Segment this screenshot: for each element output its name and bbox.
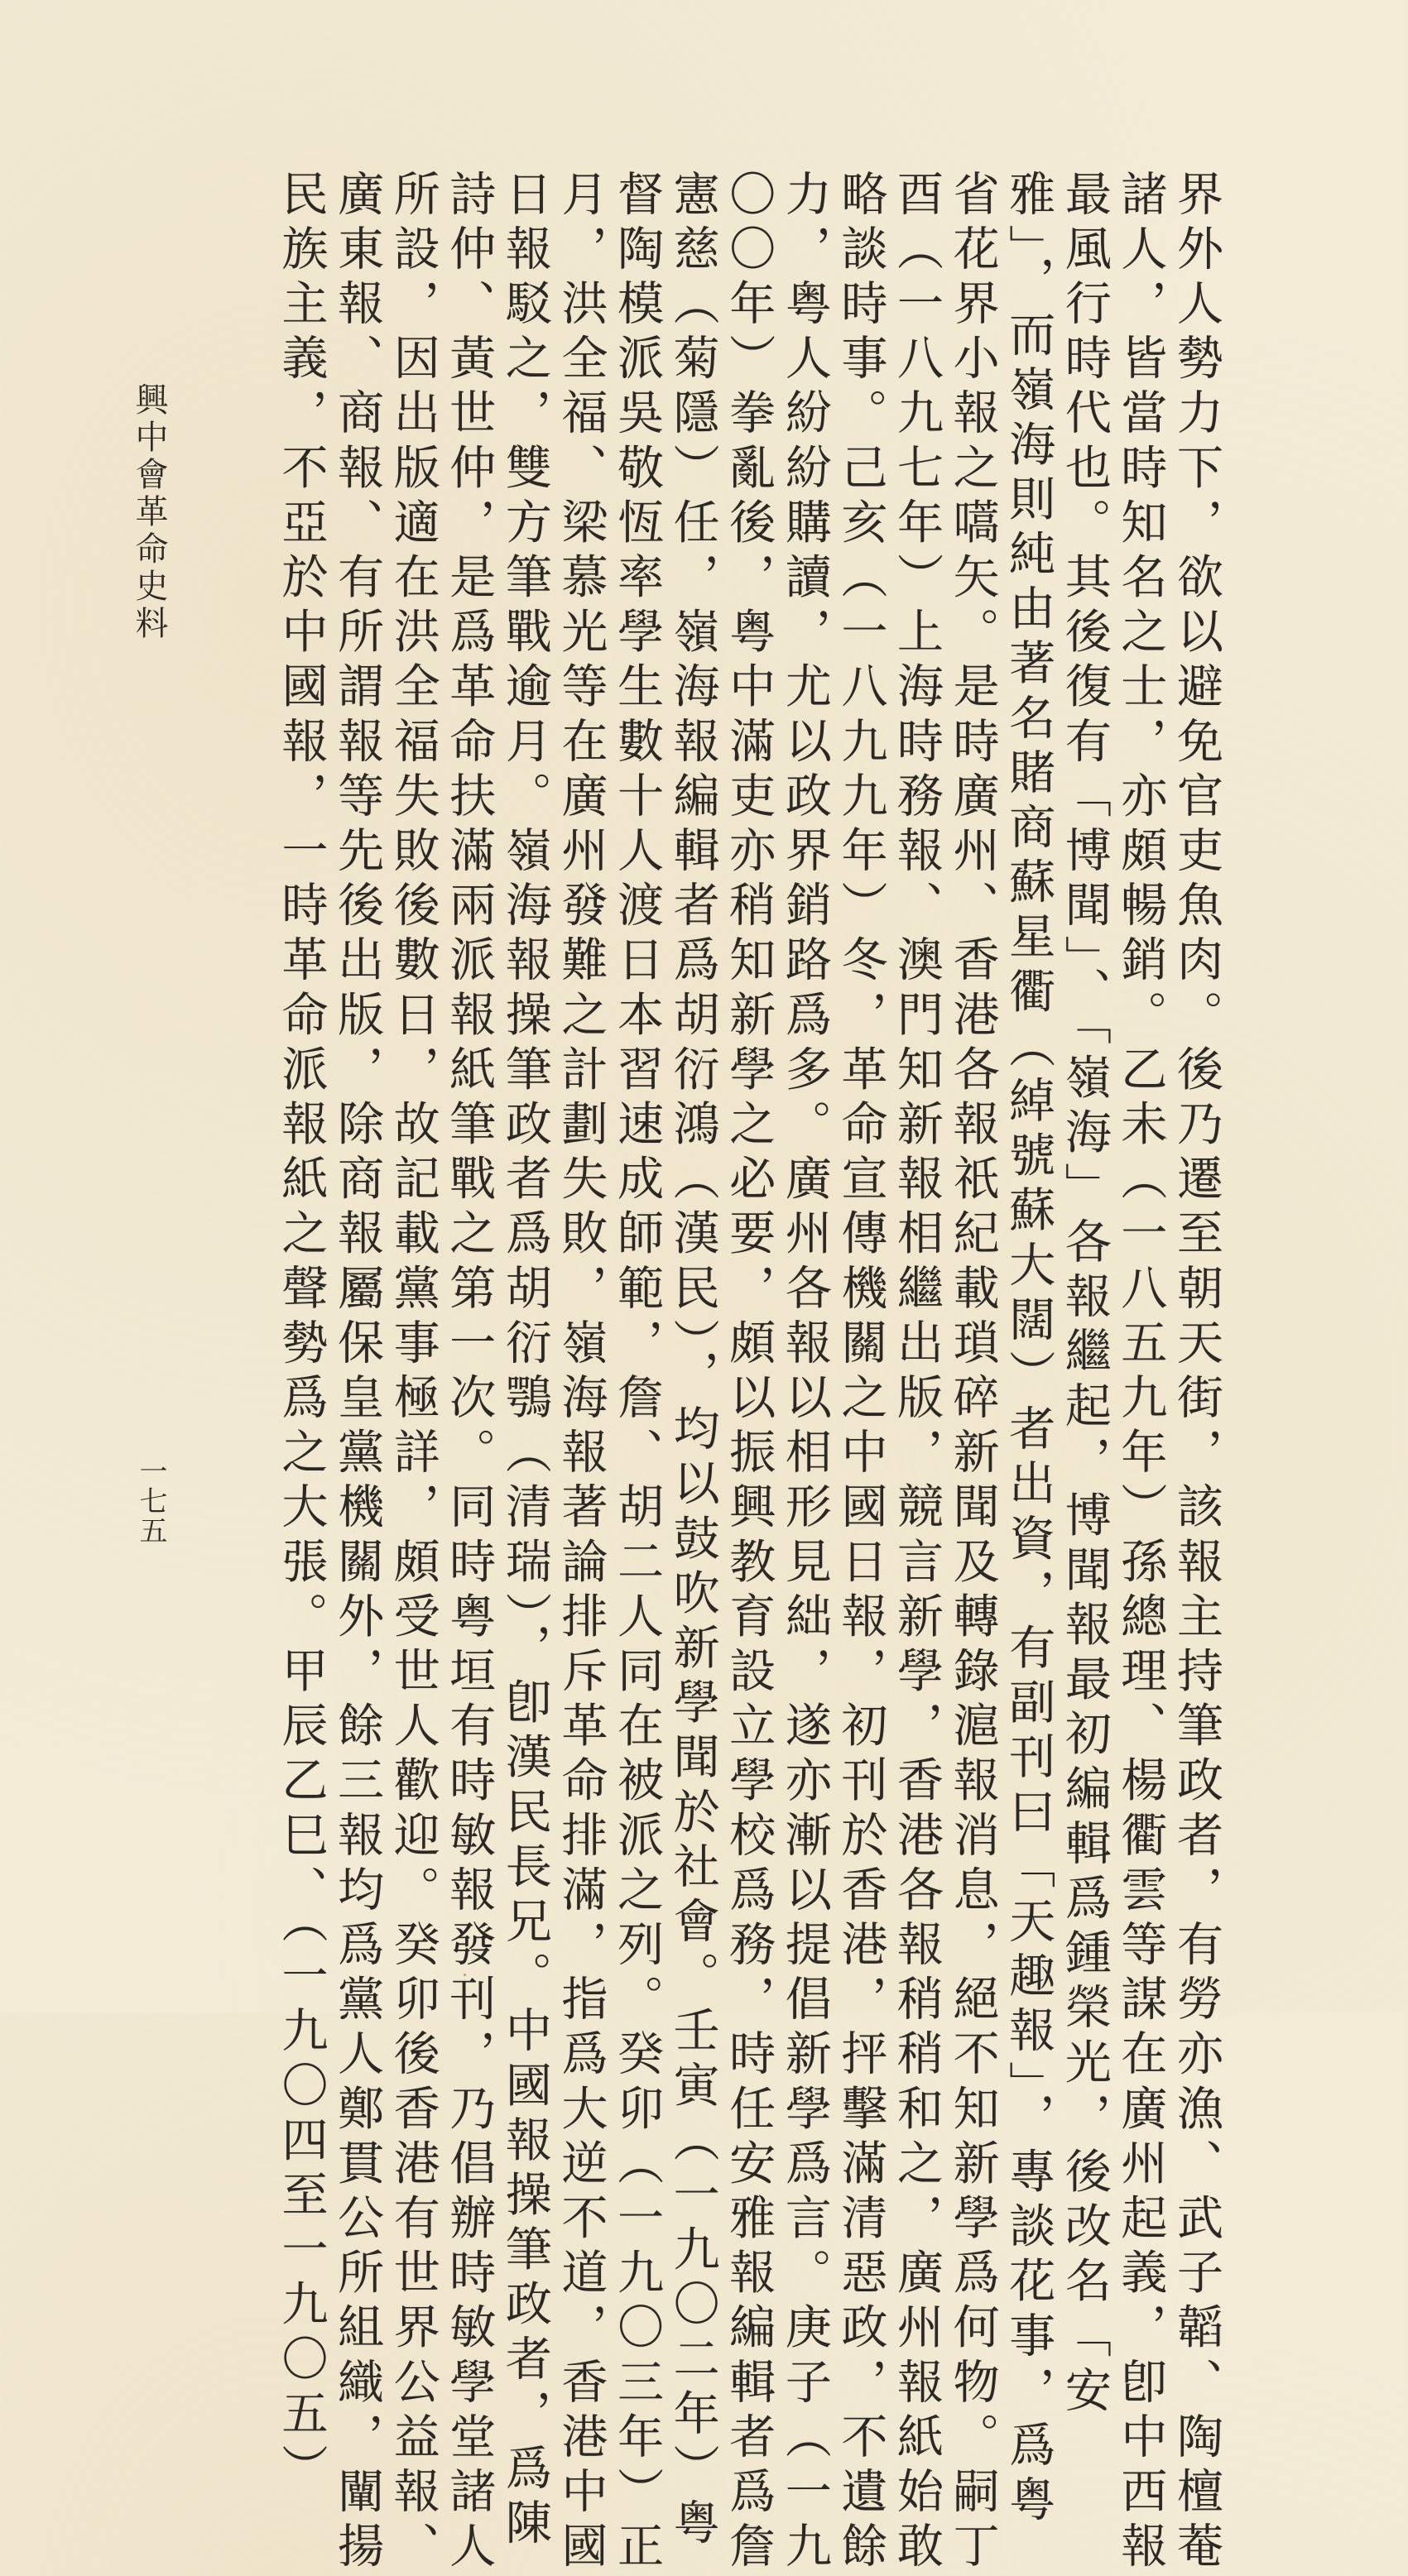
text-column-1: 界外人勢力下，欲以避免官吏魚肉。後乃遷至朝天街，該報主持筆政者，有勞亦漁、武子韜、陶檀菴 <box>1170 170 1223 2576</box>
page-number: 一七五 <box>134 1456 167 1546</box>
paper-speck <box>464 1974 466 1976</box>
text-column-5: 省花界小報之嚆矢。是時廣州、香港各報祇紀載瑣碎新聞及轉錄滬報消息，絕不知新學爲何物。嗣丁 <box>945 170 1000 2576</box>
text-column-6: 酉（一八九七年）上海時務報、澳門知新報相繼出版，競言新學，香港各報稍稍和之，廣州報紙始敢 <box>890 170 944 2576</box>
text-column-8: 力，粤人紛紛購讀，尤以政界銷路爲多。廣州各報以相形見絀，遂亦漸以提倡新學爲言。庚子（一九 <box>777 170 832 2576</box>
text-column-10: 憲慈（菊隱）任，嶺海報編輯者爲胡衍鴻（漢民），均以鼓吹新學聞於社會。壬寅（一九〇二年）粤 <box>666 170 720 2554</box>
text-column-9: 〇〇年）拳亂後，粤中滿吏亦稍知新學之必要，頗以振興教育設立學校爲務，時任安雅報編輯者爲詹 <box>722 170 776 2576</box>
text-column-15: 所設，因出版適在洪全福失敗後數日，故記載黨事極詳，頗受世人歡迎。癸卯後香港有世界公益報、 <box>386 170 440 2576</box>
text-column-17: 民族主義，不亞於中國報，一時革命派報紙之聲勢爲之大張。甲辰乙巳、（一九〇四至一九〇五） <box>274 170 329 2499</box>
text-column-4: 雅」，而嶺海則純由著名賭商蘇星衢（綽號蘇大闊）者出資，有副刊曰「天趣報」，專談花事，爲粤 <box>1002 170 1056 2530</box>
text-column-7: 略談時事。己亥（一八九九年）冬，革命宣傳機關之中國日報，初刊於香港，抨擊滿清惡政，不遺餘 <box>834 170 888 2576</box>
paper-speck <box>1165 1138 1167 1139</box>
paper-speck <box>569 1080 571 1082</box>
text-column-16: 廣東報、商報、有所謂報等先後出版，除商報屬保皇黨機關外，餘三報均爲黨人鄭貫公所組織，闡揚 <box>330 170 385 2576</box>
text-column-3: 最風行時代也。其後復有「博聞」、「嶺海」各報繼起，博聞報最初編輯爲鍾榮光，後改名「安 <box>1057 170 1112 2421</box>
text-column-12: 月，洪全福、梁慕光等在廣州發難之計劃失敗，嶺海報著論排斥革命排滿，指爲大逆不道，香港中國 <box>554 170 608 2576</box>
running-title: 興中會革命史料 <box>130 382 168 643</box>
body-text-columns <box>192 170 1224 2576</box>
text-column-2: 諸人，皆當時知名之士，亦頗暢銷。乙未（一八五九年）孫總理、楊衢雲等謀在廣州起義，卽中西報 <box>1113 170 1168 2576</box>
text-column-14: 詩仲、黃世仲，是爲革命扶滿兩派報紙筆戰之第一次。同時粤垣有時敏報發刊，乃倡辦時敏學堂諸人 <box>442 170 497 2576</box>
text-column-11: 督陶模派吳敬恆率學生數十人渡日本習速成師範，詹、胡二人同在被派之列。癸卯（一九〇三年）正 <box>610 170 665 2576</box>
text-column-13: 日報駁之，雙方筆戰逾月。嶺海報操筆政者爲胡衍鶚（清瑞），卽漢民長兄。中國報操筆政者，爲陳 <box>497 170 552 2554</box>
